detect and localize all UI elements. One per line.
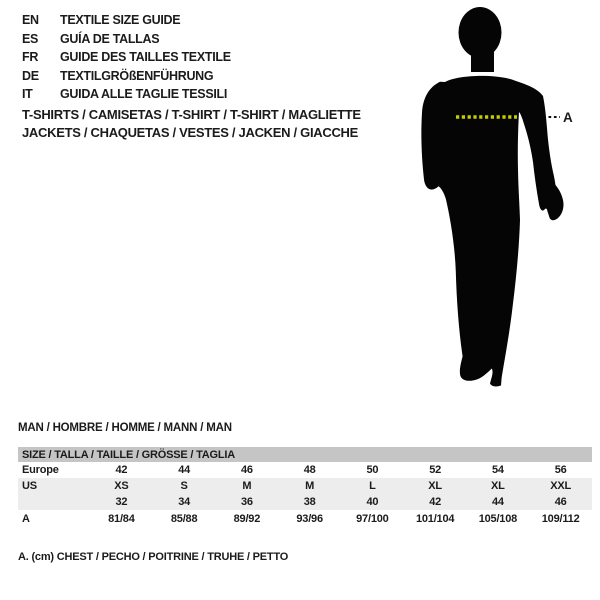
- size-cell: 93/96: [296, 512, 323, 525]
- gender-section-title: MAN / HOMBRE / HOMME / MANN / MAN: [18, 422, 232, 434]
- size-cell: 46: [240, 464, 253, 476]
- size-cell: 46: [554, 496, 567, 508]
- size-cell: 101/104: [415, 512, 455, 525]
- size-cell: XS: [114, 480, 129, 492]
- language-code: DE: [22, 68, 39, 83]
- size-cell: 50: [366, 464, 379, 476]
- size-cell: 97/100: [356, 512, 389, 525]
- size-cell: 42: [115, 464, 128, 476]
- language-title: GUÍA DE TALLAS: [60, 31, 160, 46]
- category-line: T-SHIRTS / CAMISETAS / T-SHIRT / T-SHIRT / MAGLIETTE: [22, 107, 361, 122]
- size-row-label: Europe: [22, 464, 59, 476]
- size-table-row: [18, 462, 592, 478]
- size-cell: 34: [178, 496, 191, 508]
- language-row: [22, 85, 231, 104]
- measurement-footnote: A. (cm) CHEST / PECHO / POITRINE / TRUHE / PETTO: [18, 551, 289, 563]
- silhouette-neck: [471, 42, 494, 72]
- silhouette-body: [421, 76, 563, 387]
- language-title-list: [22, 11, 231, 104]
- size-cell: 81/84: [108, 512, 135, 525]
- language-code: IT: [22, 87, 33, 102]
- language-row: [22, 30, 231, 49]
- size-cell: 109/112: [541, 512, 580, 525]
- category-lines: [22, 106, 361, 142]
- size-table-header: SIZE / TALLA / TAILLE / GRÖSSE / TAGLIA: [18, 447, 592, 462]
- size-cell: 89/92: [233, 512, 261, 525]
- size-table-row: [18, 494, 592, 510]
- language-title: GUIDA ALLE TAGLIE TESSILI: [60, 87, 228, 102]
- language-code: FR: [22, 50, 39, 65]
- size-cell: 56: [554, 464, 567, 476]
- language-title: GUIDE DES TAILLES TEXTILE: [60, 50, 231, 65]
- size-cell: XXL: [550, 480, 572, 492]
- size-table-row: [18, 510, 592, 527]
- size-cell: 105/108: [478, 512, 518, 525]
- size-table-row: [18, 478, 592, 494]
- language-code: ES: [22, 31, 39, 46]
- size-cell: M: [242, 480, 252, 492]
- category-line: JACKETS / CHAQUETAS / VESTES / JACKEN / GIACCHE: [22, 125, 358, 140]
- size-cell: 38: [303, 496, 316, 508]
- size-row-label: A: [22, 512, 30, 525]
- size-cell: 32: [115, 496, 128, 508]
- size-cell: 44: [178, 464, 191, 476]
- size-cell: 40: [366, 496, 379, 508]
- measure-label-a: A: [563, 110, 573, 125]
- size-cell: 52: [429, 464, 442, 476]
- size-cell: XL: [491, 480, 505, 492]
- size-cell: M: [305, 480, 315, 492]
- language-title: TEXTILGRÖßENFÜHRUNG: [60, 68, 214, 83]
- language-title: TEXTILE SIZE GUIDE: [60, 13, 181, 27]
- language-row: [22, 67, 231, 86]
- size-cell: 36: [240, 496, 253, 508]
- man-silhouette: [400, 0, 600, 420]
- size-cell: 44: [491, 496, 504, 508]
- man-silhouette-figure: [400, 0, 600, 420]
- size-cell: XL: [428, 480, 442, 492]
- size-table-body: [18, 462, 592, 527]
- size-cell: 85/88: [170, 512, 198, 525]
- language-row: [22, 48, 231, 67]
- size-cell: 42: [429, 496, 442, 508]
- language-code: EN: [22, 13, 39, 27]
- size-cell: 48: [303, 464, 316, 476]
- size-table: [18, 447, 592, 527]
- size-cell: S: [180, 480, 188, 492]
- size-row-label: US: [22, 480, 37, 492]
- size-cell: 54: [491, 464, 504, 476]
- size-cell: L: [369, 480, 376, 492]
- language-row: [22, 11, 231, 30]
